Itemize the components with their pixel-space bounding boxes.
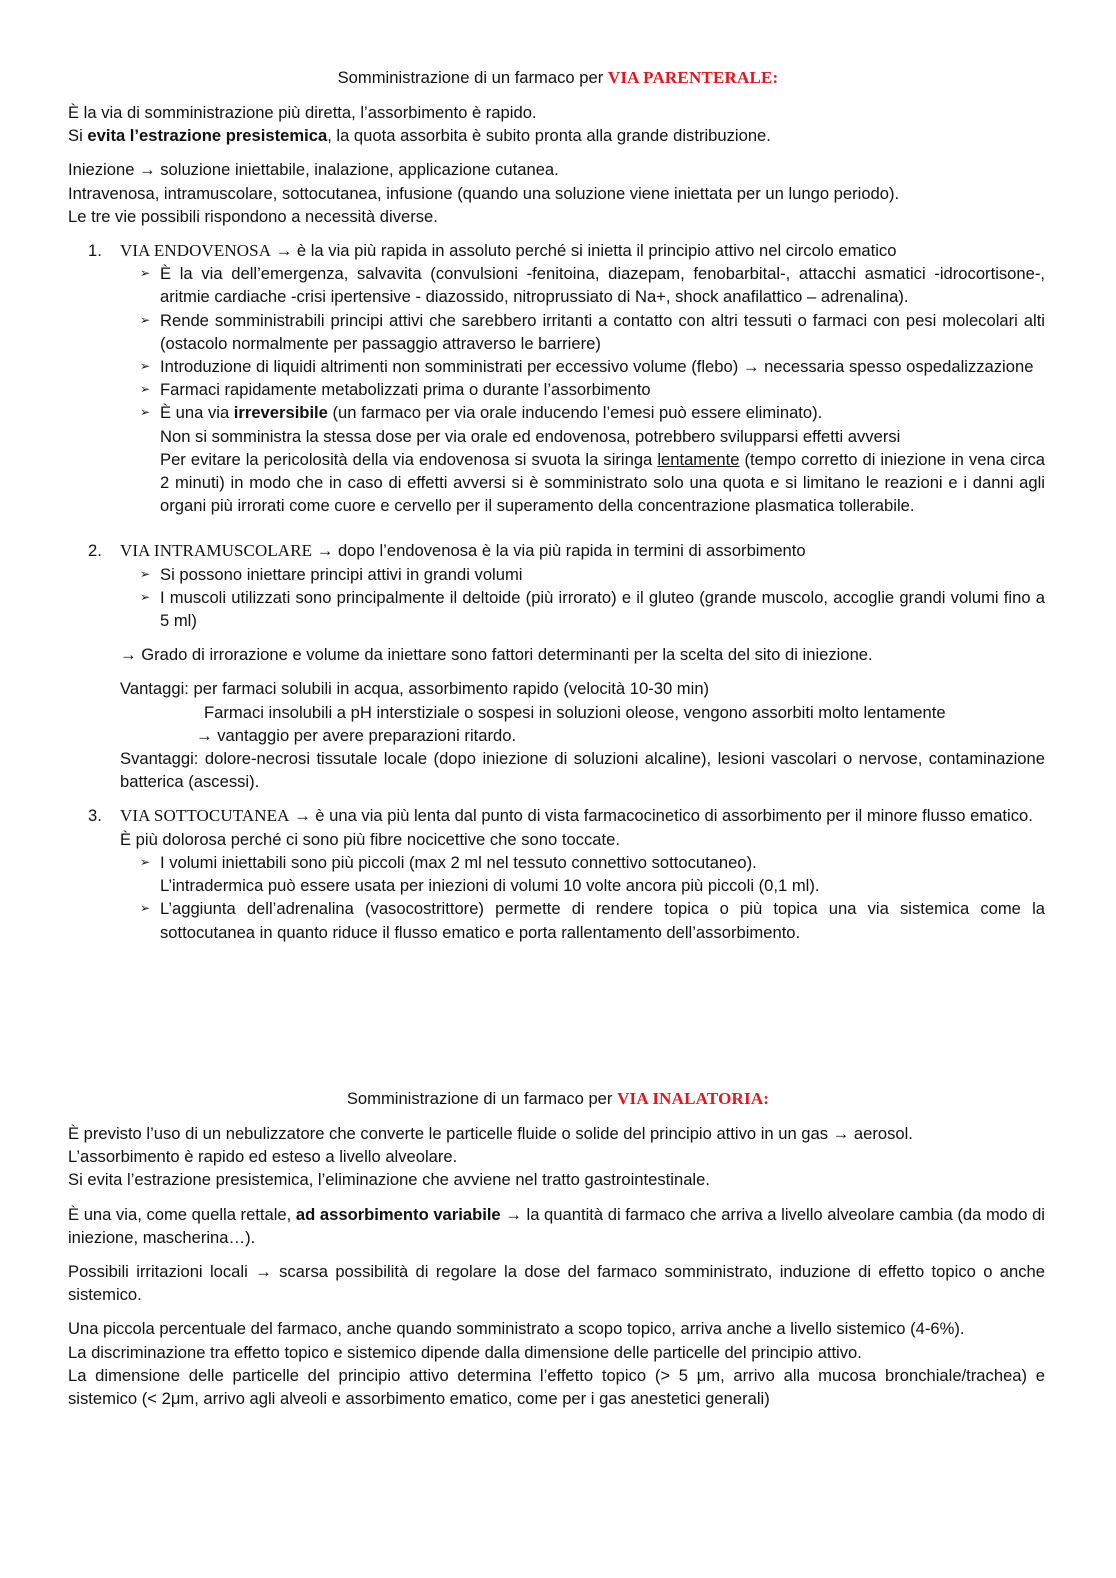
arrowhead-bullet-icon: ➢ [140,589,151,604]
paragraph: Possibili irritazioni locali → scarsa possibilità di regolare la dose del farmaco somministrato, induzione di effetto topico o anche sistemico. [68,1262,1045,1305]
intro-line: Le tre vie possibili rispondono a necessità diverse. [68,206,438,226]
paragraph: La discriminazione tra effetto topico e sistemico dipende dalla dimensione delle particelle del principio attivo. [68,1342,862,1362]
section-title-parenterale [0,66,1116,89]
paragraph: Vantaggi: per farmaci solubili in acqua, assorbimento rapido (velocità 10-30 min) [120,679,710,699]
section-title-highlight: VIA PARENTERALE: [607,68,779,87]
list-number: 3. [88,806,102,826]
arrowhead-bullet-icon: ➢ [140,359,151,374]
section-body-inalatoria [68,1122,1045,1410]
paragraph: L’intradermica può essere usata per iniezioni di volumi 10 volte ancora più piccoli (0,1 ml). [160,876,820,896]
intro-line: Intravenosa, intramuscolare, sottocutanea, infusione (quando una soluzione viene iniettata per un lungo periodo). [68,183,900,203]
paragraph: Non si somministra la stessa dose per via orale ed endovenosa, potrebbero svilupparsi effetti avversi [160,426,901,446]
arrowhead-bullet-icon: ➢ [140,566,151,581]
route-name: VIA INTRAMUSCOLARE [120,541,313,561]
paragraph: L’assorbimento è rapido ed esteso a livello alveolare. [68,1147,458,1167]
arrowhead-bullet-icon: ➢ [140,266,151,281]
route-name: VIA SOTTOCUTANEA [120,806,290,826]
bullet-item: ➢ Si possono iniettare principi attivi in grandi volumi [68,563,1045,586]
bullet-item: ➢ I muscoli utilizzati sono principalmente il deltoide (più irrorato) e il gluteo (grande muscolo, accoglie grandi volumi fino a 5 ml) [140,587,1045,631]
bullet-item: ➢ Farmaci rapidamente metabolizzati prima o durante l’assorbimento [68,378,1045,401]
section-title-prefix: Somministrazione di un farmaco per [337,68,608,87]
list-item-endovenosa: 1. VIA ENDOVENOSA → è la via più rapida in assoluto perché si inietta il principio attivo nel circolo ematico [68,239,1045,262]
list-item-sottocutanea: 3. VIA SOTTOCUTANEA → è una via più lenta dal punto di vista farmacocinetico di assorbimento per il minore flusso ematico. [68,804,1045,827]
paragraph: → vantaggio per avere preparazioni ritardo. [196,725,517,745]
bullet-item: ➢ È la via dell’emergenza, salvavita (convulsioni -fenitoina, diazepam, fenobarbital-, attacchi asmatici -idrocortisone-, aritmie cardiache -crisi ipertensive - diazossido, nitroprussiato di Na+, shock anafilattico – adrenalina). [140,264,1045,307]
paragraph: Si evita l’estrazione presistemica, l’eliminazione che avviene nel tratto gastrointestinale. [68,1170,710,1190]
bullet-item: ➢ I volumi iniettabili sono più piccoli (max 2 ml nel tessuto connettivo sottocutaneo). [68,851,1045,874]
section-title-inalatoria [0,1087,1116,1110]
arrowhead-bullet-icon: ➢ [140,312,151,327]
arrowhead-bullet-icon: ➢ [140,854,151,869]
bullet-item: ➢ L’aggiunta dell’adrenalina (vasocostrittore) permette di rendere topica o più topica una via sistemica come la sottocutanea in quanto riduce il flusso ematico e porta rallentamento dell’assorbimento. [140,899,1045,942]
intro-line: Si evita l’estrazione presistemica, la quota assorbita è subito pronta alla grande distribuzione. [68,126,771,146]
paragraph: Farmaci insolubili a pH interstiziale o sospesi in soluzioni oleose, vengono assorbiti molto lentamente [204,702,946,722]
arrowhead-bullet-icon: ➢ [140,382,151,397]
section-title-prefix: Somministrazione di un farmaco per [346,1089,618,1108]
paragraph: Svantaggi: dolore-necrosi tissutale locale (dopo iniezione di soluzioni alcaline), lesioni vascolari o nervose, contaminazione batterica (ascessi). [120,749,1045,792]
list-number: 2. [88,541,102,561]
section-body-parenterale [68,101,1045,944]
paragraph: La dimensione delle particelle del principio attivo determina l’effetto topico (> 5 μm, arrivo alla mucosa bronchiale/trachea) e sistemico (< 2μm, arrivo agli alveoli e assorbimento ematico, come per i gas anestetici generali) [68,1365,1045,1409]
list-item-intramuscolare: 2. VIA INTRAMUSCOLARE → dopo l’endovenosa è la via più rapida in termini di assorbimento [68,539,1045,562]
intro-line: È la via di somministrazione più diretta, l’assorbimento è rapido. [68,103,537,122]
intro-line: Iniezione → soluzione iniettabile, inalazione, applicazione cutanea. [68,160,559,180]
paragraph: Una piccola percentuale del farmaco, anche quando somministrato a scopo topico, arriva anche a livello sistemico (4-6%). [68,1319,965,1339]
list-number: 1. [88,241,102,261]
paragraph: È più dolorosa perché ci sono più fibre nocicettive che sono toccate. [120,829,620,849]
bullet-item: ➢ È una via irreversibile (un farmaco per via orale inducendo l’emesi può essere eliminato). [68,401,1045,424]
paragraph: → Grado di irrorazione e volume da iniettare sono fattori determinanti per la scelta del sito di iniezione. [120,645,873,665]
paragraph: È una via, come quella rettale, ad assorbimento variabile → la quantità di farmaco che arriva a livello alveolare cambia (da modo di iniezione, mascherina…). [68,1204,1045,1247]
bullet-item: ➢ Rende somministrabili principi attivi che sarebbero irritanti a contatto con altri tessuti o farmaci con pesi molecolari alti (ostacolo normalmente per passaggio attraverso le barriere) [140,310,1045,353]
bullet-item: ➢ Introduzione di liquidi altrimenti non somministrati per eccessivo volume (flebo) → necessaria spesso ospedalizzazione [68,355,1045,378]
arrowhead-bullet-icon: ➢ [140,901,151,916]
paragraph: È previsto l’uso di un nebulizzatore che converte le particelle fluide o solide del principio attivo in un gas → aerosol. [68,1124,913,1143]
paragraph: Per evitare la pericolosità della via endovenosa si svuota la siringa lentamente (tempo corretto di iniezione in vena circa 2 minuti) in modo che in caso di effetti avversi si è somministrato solo una quota e si limitano le reazioni e i danni agli organi più irrorati come cuore e cervello per il superamento della concentrazione plasmatica tollerabile. [160,449,1045,516]
arrowhead-bullet-icon: ➢ [140,405,151,420]
section-title-highlight: VIA INALATORIA: [617,1089,770,1108]
route-name: VIA ENDOVENOSA [120,241,272,261]
